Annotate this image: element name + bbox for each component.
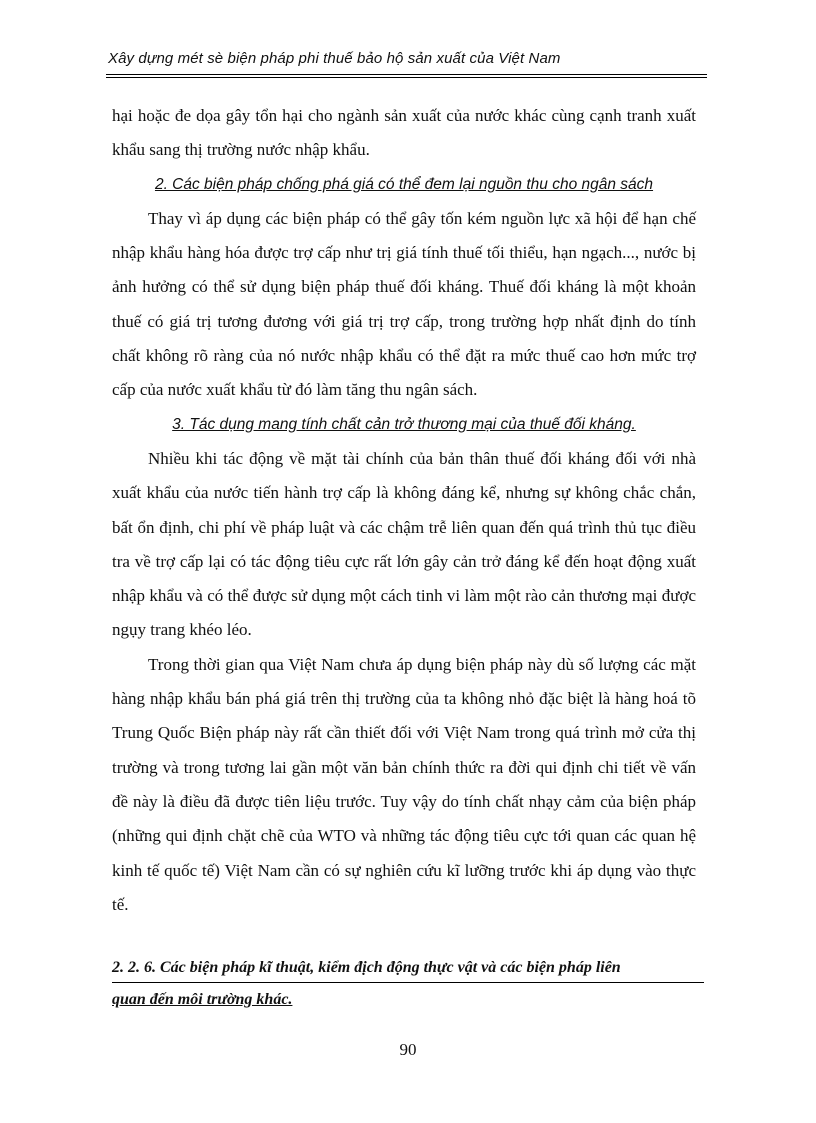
- page-number: 90: [399, 1040, 417, 1059]
- paragraph-4: Trong thời gian qua Việt Nam chưa áp dụng biện pháp này dù số lượng các mặt hàng nhập khẩu bán phá giá trên thị trường của ta không nhỏ đặc biệt là hàng hoá tõ Trung Quốc Biện pháp này rất cần thiết đối với Việt Nam trong quá trình mở cửa thị trường và trong tương lai gần một văn bản chính thức ra đời qui định chi tiết về vấn đề này là điều đã được tiên liệu trước. Tuy vậy do tính chất nhạy cảm của biện pháp (những qui định chặt chẽ của WTO và những tác động tiêu cực tới quan các quan hệ kinh tế quốc tế) Việt Nam cần có sự nghiên cứu kĩ lưỡng trước khi áp dụng vào thực tế.: [112, 654, 696, 914]
- subheading-2: 2. Các biện pháp chống phá giá có thể đem lại nguồn thu cho ngân sách: [154, 175, 654, 193]
- paragraph-3: Nhiều khi tác động về mặt tài chính của bản thân thuế đối kháng đối với nhà xuất khẩu của nước tiến hành trợ cấp là không đáng kể, nhưng sự không chắc chắn, bất ổn định, chi phí về pháp luật và các chậm trễ liên quan đến quá trình thủ tục điều tra về trợ cấp lại có tác động tiêu cực rất lớn gây cản trở đáng kể đến hoạt động xuất nhập khẩu và có thể được sử dụng một cách tinh vi làm một rào cản thương mại được ngụy trang khéo léo.: [112, 448, 696, 640]
- section-heading: [112, 955, 704, 1013]
- section-heading-line2: quan đến môi trường khác.: [112, 991, 293, 1008]
- paragraph-2: Thay vì áp dụng các biện pháp có thể gây tốn kém nguồn lực xã hội để hạn chế nhập khẩu hàng hóa được trợ cấp như trị giá tính thuế tối thiểu, hạn ngạch..., nước bị ảnh hưởng có thể sử dụng biện pháp thuế đối kháng. Thuế đối kháng là một khoản thuế có giá trị tương đương với giá trị trợ cấp, trong trường hợp nhất định do tính chất không rõ ràng của nó nước nhập khẩu có thể đặt ra mức thuế cao hơn mức trợ cấp của nước xuất khẩu từ đó làm tăng thu ngân sách.: [112, 208, 696, 400]
- subheading-3: 3. Tác dụng mang tính chất cản trở thương mại của thuế đối kháng.: [172, 415, 636, 433]
- paragraph-continuation: hại hoặc đe dọa gây tổn hại cho ngành sản xuất của nước khác cùng cạnh tranh xuất khẩu sang thị trường nước nhập khẩu.: [112, 106, 696, 160]
- header-rule: [106, 74, 707, 78]
- section-heading-line1: 2. 2. 6. Các biện pháp kĩ thuật, kiểm địch động thực vật và các biện pháp liên: [112, 955, 704, 983]
- running-header: Xây dựng mét sè biện pháp phi thuế bảo hộ sản xuất của Việt Nam: [108, 50, 561, 67]
- body-text: [112, 99, 696, 922]
